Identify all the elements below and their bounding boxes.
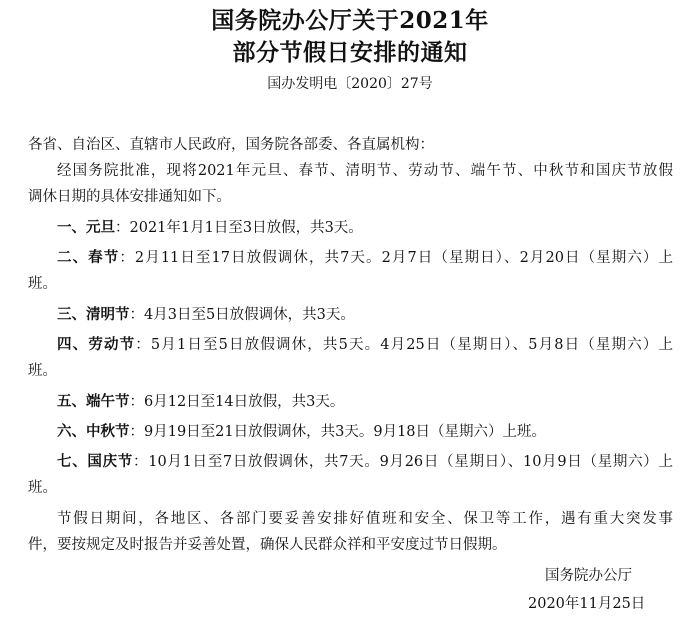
- issue-date: 2020年11月25日: [528, 596, 646, 612]
- closing-paragraph-line-1: 节假日期间，各地区、各部门要妥善安排好值班和安全、保卫等工作，遇有重大突发事: [57, 511, 673, 527]
- closing-paragraph-line-2: 件，要按规定及时报告并妥善处置，确保人民群众祥和平安度过节日假期。: [28, 537, 507, 553]
- holiday-name: 端午节: [86, 393, 130, 410]
- item-number: 五、: [57, 393, 86, 410]
- holiday-name: 元旦: [86, 219, 115, 236]
- notice-title-line-1: 国务院办公厅关于2021年: [211, 7, 489, 34]
- holiday-detail: ：9月19日至21日放假调休，共3天。9月18日（星期六）上班。: [129, 424, 547, 440]
- issuer-signature: 国务院办公厅: [545, 568, 632, 584]
- intro-paragraph-line-1: 经国务院批准，现将2021年元旦、春节、清明节、劳动节、端午节、中秋节和国庆节放假: [57, 163, 673, 179]
- item-number: 二、: [57, 249, 89, 266]
- salutation: 各省、自治区、直辖市人民政府，国务院各部委、各直属机构：: [28, 137, 434, 153]
- intro-paragraph-line-2: 调休日期的具体安排通知如下。: [28, 189, 231, 205]
- holiday-name: 春节: [88, 249, 120, 266]
- holiday-name: 清明节: [86, 306, 130, 323]
- holiday-detail: ：10月1日至7日放假调休，共7天。9月26日（星期日）、10月9日（星期六）上: [133, 454, 673, 470]
- holiday-item-labour-day-continued: 班。: [28, 363, 57, 379]
- notice-title-line-2: 部分节假日安排的通知: [232, 39, 468, 66]
- holiday-detail: ：2月11日至17日放假调休，共7天。2月7日（星期日）、2月20日（星期六）上: [119, 250, 674, 266]
- holiday-detail: ：5月1日至5日放假调休，共5天。4月25日（星期日）、5月8日（星期六）上: [135, 337, 674, 353]
- item-number: 三、: [57, 306, 86, 323]
- holiday-item-national-day: [57, 452, 673, 472]
- holiday-item-qingming: [57, 305, 355, 325]
- item-number: 一、: [57, 219, 86, 236]
- holiday-item-national-day-continued: 班。: [28, 480, 57, 496]
- holiday-item-spring-festival-continued: 班。: [28, 276, 57, 292]
- item-number: 六、: [57, 423, 86, 440]
- document-number: 国办发明电〔2020〕27号: [267, 76, 433, 92]
- item-number: 四、: [57, 336, 89, 353]
- holiday-name: 中秋节: [86, 423, 130, 440]
- holiday-item-new-year: [57, 218, 363, 238]
- holiday-detail: ：2021年1月1日至3日放假，共3天。: [115, 220, 363, 236]
- holiday-detail: ：4月3日至5日放假调休，共3天。: [129, 307, 355, 323]
- holiday-name: 国庆节: [87, 453, 134, 470]
- holiday-item-dragon-boat: [57, 392, 344, 412]
- holiday-item-mid-autumn: [57, 422, 546, 442]
- holiday-detail: ：6月12日至14日放假，共3天。: [129, 394, 345, 410]
- holiday-item-spring-festival: [57, 248, 673, 268]
- holiday-name: 劳动节: [88, 336, 136, 353]
- holiday-item-labour-day: [57, 335, 673, 355]
- item-number: 七、: [57, 453, 88, 470]
